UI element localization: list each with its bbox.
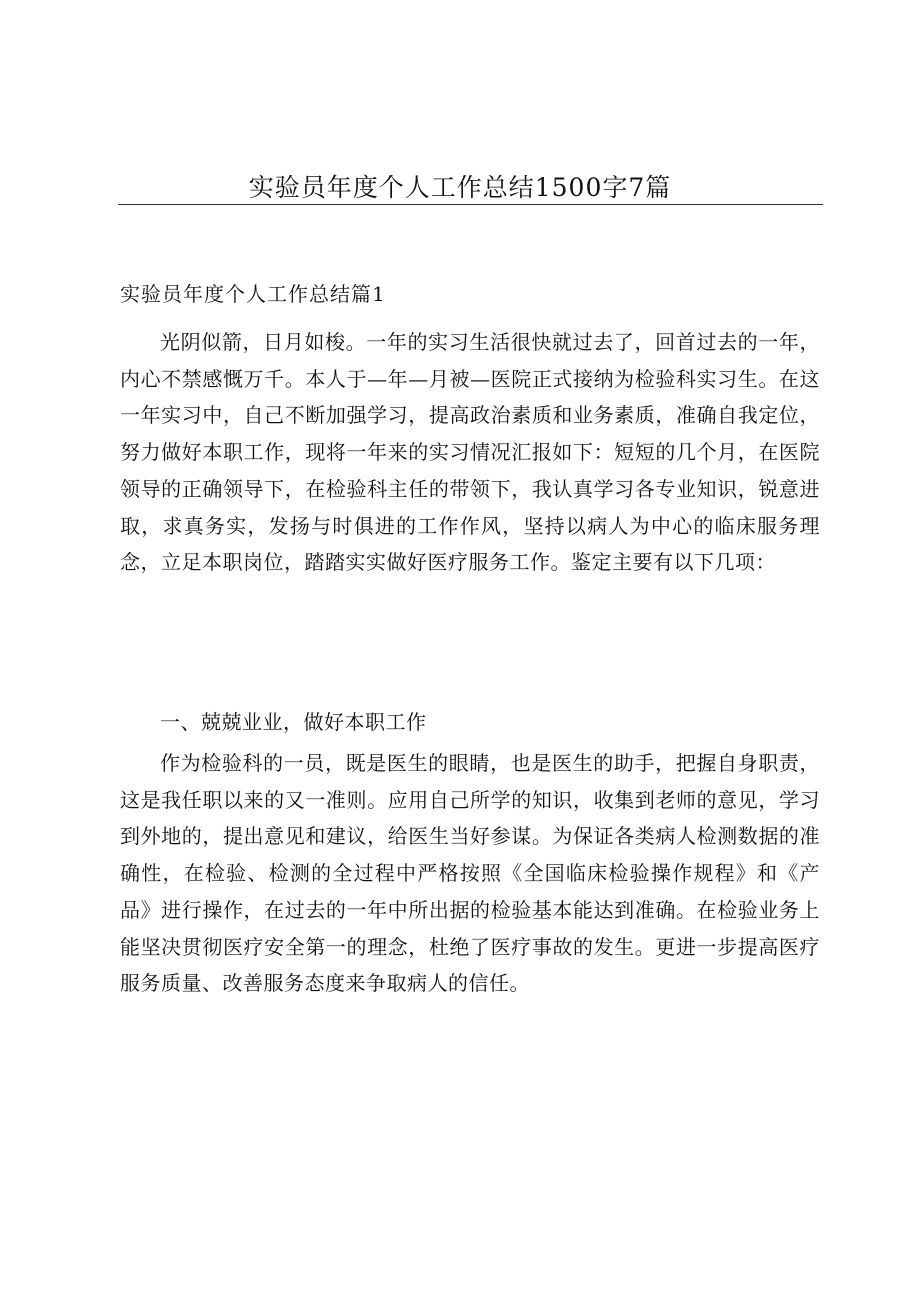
subheading-dedication: 一、兢兢业业，做好本职工作 [160, 710, 427, 734]
section-heading: 实验员年度个人工作总结篇1 [120, 282, 386, 306]
paragraph-duties: 作为检验科的一员，既是医生的眼睛，也是医生的助手，把握自身职责，这是我任职以来的又一准则。应用自己所学的知识，收集到老师的意见，学习到外地的，提出意见和建议，给医生当好参谋。为保证各类病人检测数据的准确性，在检验、检测的全过程中严格按照《全国临床检验操作规程》和《产品》进行操作，在过去的一年中所出据的检验基本能达到准确。在检验业务上能坚决贯彻医疗安全第一的理念，杜绝了医疗事故的发生。更进一步提高医疗服务质量、改善服务态度来争取病人的信任。 [120, 751, 820, 996]
paragraph-intro: 光阴似箭，日月如梭。一年的实习生活很快就过去了，回首过去的一年，内心不禁感慨万千。本人于—年—月被—医院正式接纳为检验科实习生。在这一年实习中，自己不断加强学习，提高政治素质和业务素质，准确自我定位，努力做好本职工作，现将一年来的实习情况汇报如下：短短的几个月，在医院领导的正确领导下，在检验科主任的带领下，我认真学习各专业知识，锐意进取，求真务实，发扬与时俱进的工作作风，坚持以病人为中心的临床服务理念，立足本职岗位，踏踏实实做好医疗服务工作。鉴定主要有以下几项： [120, 330, 820, 575]
title-divider [118, 204, 823, 205]
document-title: 实验员年度个人工作总结1500字7篇 [248, 173, 672, 202]
